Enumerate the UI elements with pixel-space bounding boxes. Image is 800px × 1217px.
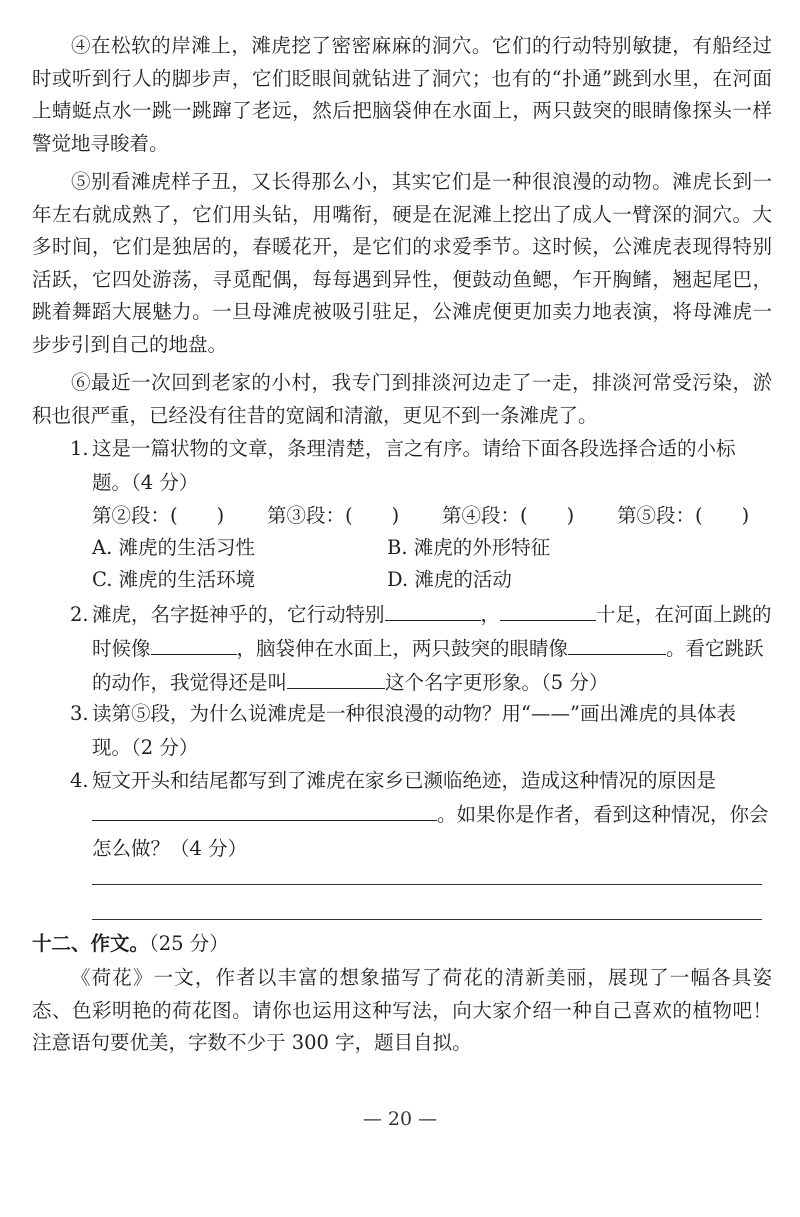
composition-points: （25 分） — [149, 932, 229, 955]
question-2 — [72, 598, 772, 700]
composition-heading — [32, 928, 229, 960]
option-b: B. 滩虎的外形特征 — [387, 536, 551, 559]
page-number: — 20 — — [362, 1108, 438, 1130]
slot-paragraph-4[interactable]: 第④段：( ) — [442, 504, 575, 527]
option-c: C. 滩虎的生活环境 — [92, 568, 256, 591]
question-1-answer-slots — [92, 500, 772, 532]
answer-blank[interactable] — [568, 633, 666, 655]
question-4-text-part: 短文开头和结尾都写到了滩虎在家乡已濒临绝迹，造成这种情况的原因是 — [92, 769, 717, 792]
slot-paragraph-5[interactable]: 第⑤段：( ) — [617, 504, 750, 527]
question-4 — [72, 764, 772, 866]
question-4-text — [72, 764, 772, 866]
question-2-number: 2. — [70, 603, 89, 626]
slot-paragraph-2[interactable]: 第②段：( ) — [92, 504, 225, 527]
passage-paragraph-5: ⑤别看滩虎样子丑，又长得那么小，其实它们是一种很浪漫的动物。滩虎长到一年左右就成熟了，它们用头钻，用嘴衔，硬是在泥滩上挖出了成人一臂深的洞穴。大多时间，它们是独居的，春暖花开，是它们的求爱季节。这时候，公滩虎表现得特别活跃，它四处游荡，寻觅配偶，每每遇到异性，便鼓动鱼鳃，乍开胸鳍，翘起尾巴，跳着舞蹈大展魅力。一旦母滩虎被吸引驻足，公滩虎便更加卖力地表演，将母滩虎一步步引到自己的地盘。 — [32, 170, 772, 356]
question-1-options-row-1 — [92, 532, 772, 564]
question-3-number: 3. — [70, 702, 89, 725]
answer-line-1[interactable] — [92, 884, 762, 885]
composition-title: 十二、作文。 — [32, 932, 150, 955]
question-2-text-part: 。看它跳跃的动作，我觉得还是叫 — [92, 637, 764, 694]
composition-prompt: 《荷花》一文，作者以丰富的想象描写了荷花的清新美丽，展现了一幅各具姿态、色彩明艳的荷花图。请你也运用这种写法，向大家介绍一种自己喜欢的植物吧！注意语句要优美，字数不少于 300 字，题目自拟。 — [32, 966, 772, 1054]
answer-blank[interactable] — [287, 667, 385, 689]
question-1-options-row-2 — [92, 564, 772, 596]
option-d: D. 滩虎的活动 — [387, 568, 512, 591]
question-3 — [72, 697, 772, 765]
question-4-text-part: 。如果你是作者，看到这种情况，你会怎么做？（4 分） — [92, 803, 769, 860]
option-a: A. 滩虎的生活习性 — [92, 536, 255, 559]
question-2-text-part: ，脑袋伸在水面上，两只鼓突的眼睛像 — [236, 637, 569, 660]
answer-blank[interactable] — [151, 633, 237, 655]
question-2-text-part: 十足，在河面上跳的时候像 — [92, 603, 772, 660]
question-1-text: 这是一篇状物的文章，条理清楚，言之有序。请给下面各段选择合适的小标题。（4 分） — [92, 437, 736, 494]
question-1-number: 1. — [70, 437, 89, 460]
slot-paragraph-3[interactable]: 第③段：( ) — [267, 504, 400, 527]
answer-blank[interactable] — [385, 599, 481, 621]
question-1 — [72, 432, 772, 500]
question-4-number: 4. — [70, 769, 89, 792]
question-2-text — [72, 598, 772, 700]
question-2-text-part: ， — [480, 603, 501, 626]
answer-blank[interactable] — [500, 599, 596, 621]
question-2-text-part: 这个名字更形象。（5 分） — [385, 671, 609, 694]
question-2-text-part: 滩虎，名字挺神乎的，它行动特别 — [92, 603, 385, 626]
passage-paragraph-6: ⑥最近一次回到老家的小村，我专门到排淡河边走了一走，排淡河常受污染，淤积也很严重，已经没有往昔的宽阔和清澈，更见不到一条滩虎了。 — [32, 371, 772, 427]
passage-paragraph-4: ④在松软的岸滩上，滩虎挖了密密麻麻的洞穴。它们的行动特别敏捷，有船经过时或听到行人的脚步声，它们眨眼间就钻进了洞穴；也有的“扑通”跳到水里，在河面上蜻蜓点水一跳一跳蹿了老远，然后把脑袋伸在水面上，两只鼓突的眼睛像探头一样警觉地寻睃着。 — [32, 34, 772, 155]
question-3-text: 读第⑤段，为什么说滩虎是一种很浪漫的动物？用“——”画出滩虎的具体表现。（2 分） — [92, 702, 736, 759]
answer-line-2[interactable] — [92, 919, 762, 920]
answer-blank[interactable] — [92, 799, 437, 821]
